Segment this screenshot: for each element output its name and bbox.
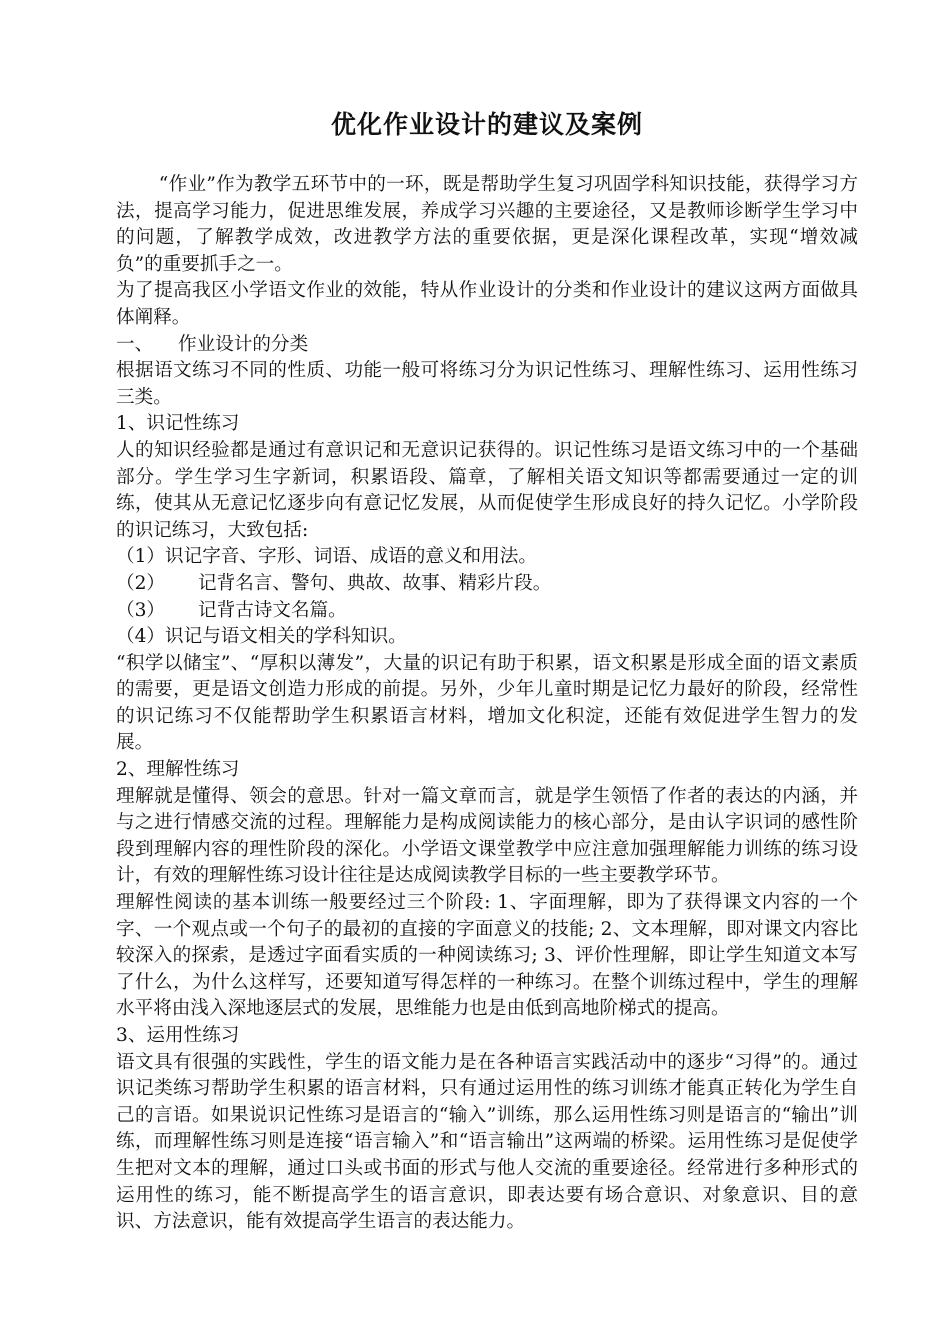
list-item: （1）识记字音、字形、词语、成语的意义和用法。: [116, 546, 537, 568]
application-paragraph: 语文具有很强的实践性，学生的语文能力是在各种语言实践活动中的逐步“习得”的。通过识记类练习帮助学生积累的语言材料，只有通过运用性的练习训练才能真正转化为学生自己的言语。如果说识记性练习是语言的“输入”训练，那么运用性练习则是语言的“输出”训练，而理解性练习则是连接“语言输入”和“语言输出”这两端的桥梁。运用性练习是促使学生把对文本的理解，通过口头或书面的形式与他人交流的重要途径。经常进行多种形式的运用性的练习，能不断提高学生的语言意识，即表达要有场合意识、对象意识、目的意识、方法意识，能有效提高学生语言的表达能力。: [116, 1051, 858, 1233]
memory-paragraph: 人的知识经验都是通过有意识记和无意识记获得的。识记性练习是语文练习中的一个基础部分。学生学习生字新词，积累语段、篇章，了解相关语文知识等都需要通过一定的训练，使其从无意记忆逐步向有意记忆发展，从而促使学生形成良好的持久记忆。小学阶段的识记练习，大致包括:: [116, 439, 858, 541]
section-title: 作业设计的分类: [178, 333, 309, 355]
subsection-heading-application: 3、运用性练习: [116, 1025, 240, 1046]
list-item: （2） 记背名言、警句、典故、故事、精彩片段。: [116, 572, 552, 594]
subsection-heading-memory: 1、识记性练习: [116, 413, 240, 435]
understanding-paragraph-2: 理解性阅读的基本训练一般要经过三个阶段: 1、字面理解，即为了获得课文内容的一个字、一个观点或一个句子的最初的直接的字面意义的技能; 2、文本理解，即对课文内容比较深入的探索，是透过字面看实质的一种阅读练习; 3、评价性理解，即让学生知道文本写了什么，为什么这样写，还要知道写得怎样的一种练习。在整个训练过程中，学生的理解水平将由浅入深地逐层式的发展，思维能力也是由低到高地阶梯式的提高。: [116, 892, 858, 1020]
section-heading: [116, 332, 858, 359]
understanding-paragraph: 理解就是懂得、领会的意思。针对一篇文章而言，就是学生领悟了作者的表达的内涵，并与之进行情感交流的过程。理解能力是构成阅读能力的核心部分，是由认字识词的感性阶段到理解内容的理性阶段的深化。小学语文课堂教学中应注意加强理解能力训练的练习设计，有效的理解性练习设计往往是达成阅读教学目标的一些主要教学环节。: [116, 785, 858, 887]
document-page: [116, 100, 858, 1236]
section-description: 根据语文练习不同的性质、功能一般可将练习分为识记性练习、理解性练习、运用性练习三类。: [116, 360, 858, 408]
intro-paragraph: “作业”作为教学五环节中的一环，既是帮助学生复习巩固学科知识技能，获得学习方法，提高学习能力，促进思维发展，养成学习兴趣的主要途径，又是教师诊断学生学习中的问题，了解教学成效，改进教学方法的重要依据，更是深化课程改革，实现“增效减负”的重要抓手之一。: [116, 174, 858, 275]
subsection-heading-understanding: 2、理解性练习: [116, 759, 240, 781]
document-title: 优化作业设计的建议及案例: [330, 110, 643, 139]
memory-paragraph-2: “积学以储宝”、“厚积以薄发”，大量的识记有助于积累，语文积累是形成全面的语文素质的需要，更是语文创造力形成的前提。另外，少年儿童时期是记忆力最好的阶段，经常性的识记练习不仅能帮助学生积累语言材料，增加文化积淀，还能有效促进学生智力的发展。: [116, 652, 858, 754]
list-item: （3） 记背古诗文名篇。: [116, 599, 347, 621]
intro-paragraph-2: 为了提高我区小学语文作业的效能，特从作业设计的分类和作业设计的建议这两方面做具体阐释。: [116, 280, 858, 328]
list-item: （4）识记与语文相关的学科知识。: [116, 626, 407, 648]
section-number: 一、: [116, 333, 154, 355]
